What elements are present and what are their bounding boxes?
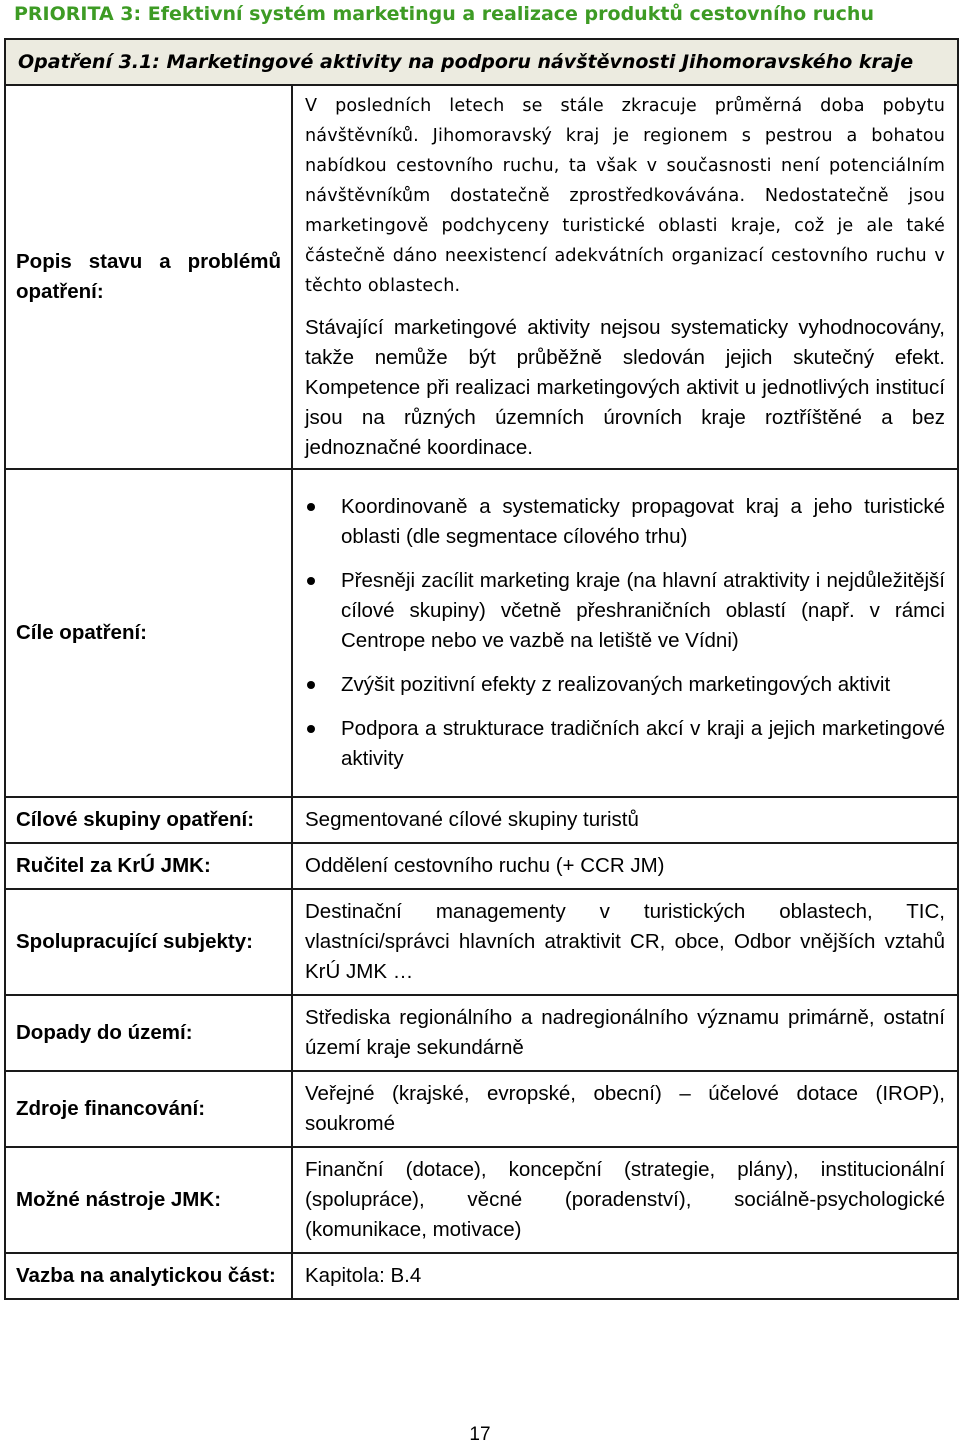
- tools-row: [5, 1147, 958, 1253]
- tools-text: Finanční (dotace), koncepční (strategie, plány), institucionální (spolupráce), věcné (poradenství), sociálně-psychologické (komunikace, motivace): [305, 1158, 945, 1241]
- measure-title-row: [5, 39, 958, 85]
- bullet-icon: [307, 681, 315, 689]
- tools-label: Možné nástroje JMK:: [5, 1147, 292, 1253]
- funding-value: [292, 1071, 958, 1147]
- goal-item: [305, 492, 945, 552]
- guarantor-value: Oddělení cestovního ruchu (+ CCR JM): [292, 843, 958, 889]
- funding-text: Veřejné (krajské, evropské, obecní) – účelové dotace (IROP), soukromé: [305, 1082, 945, 1135]
- analysis-link-row: [5, 1253, 958, 1299]
- partners-row: [5, 889, 958, 995]
- measure-table: [4, 38, 959, 1300]
- goal-text: Zvýšit pozitivní efekty z realizovaných marketingových aktivit: [341, 673, 891, 696]
- goals-list: [305, 492, 945, 774]
- impacts-row: [5, 995, 958, 1071]
- goals-row: [5, 469, 958, 797]
- bullet-icon: [307, 503, 315, 511]
- partners-label: Spolupracující subjekty:: [5, 889, 292, 995]
- funding-row: [5, 1071, 958, 1147]
- description-content: [292, 85, 958, 469]
- priority-heading: PRIORITA 3: Efektivní systém marketingu a realizace produktů cestovního ruchu: [14, 3, 874, 25]
- partners-text: Destinační managementy v turistických oblastech, TIC, vlastníci/správci hlavních atraktivit CR, obce, Odbor vnějších vztahů KrÚ JMK …: [305, 900, 945, 983]
- bullet-icon: [307, 725, 315, 733]
- description-paragraph-2: Stávající marketingové aktivity nejsou systematicky vyhodnocovány, takže nemůže být průběžně sledován jejich skutečný efekt. Kompetence při realizaci marketingových aktivit u jednotlivých institucí jsou na různých územních úrovních kraje roztříštěné a bez jednoznačné koordinace.: [305, 316, 945, 459]
- goals-content: [292, 469, 958, 797]
- impacts-value: [292, 995, 958, 1071]
- goal-item: [305, 566, 945, 656]
- target-groups-row: [5, 797, 958, 843]
- target-groups-label: Cílové skupiny opatření:: [5, 797, 292, 843]
- guarantor-row: [5, 843, 958, 889]
- description-label: Popis stavu a problémů opatření:: [5, 85, 292, 469]
- goal-text: Podpora a strukturace tradičních akcí v kraji a jejich marketingové aktivity: [341, 717, 945, 770]
- analysis-link-value: Kapitola: B.4: [292, 1253, 958, 1299]
- description-row: [5, 85, 958, 469]
- goal-text: Koordinovaně a systematicky propagovat kraj a jeho turistické oblasti (dle segmentace cílového trhu): [341, 495, 945, 548]
- goals-label: Cíle opatření:: [5, 469, 292, 797]
- guarantor-label: Ručitel za KrÚ JMK:: [5, 843, 292, 889]
- goal-item: [305, 670, 945, 700]
- page-number: 17: [469, 1424, 491, 1445]
- goal-text: Přesněji zacílit marketing kraje (na hlavní atraktivity i nejdůležitější cílové skupiny) včetně přeshraničních oblastí (např. v rámci Centrope nebo ve vazbě na letiště ve Vídni): [341, 569, 945, 652]
- tools-value: [292, 1147, 958, 1253]
- impacts-text: Střediska regionálního a nadregionálního významu primárně, ostatní území kraje sekundárně: [305, 1006, 945, 1059]
- analysis-link-label: Vazba na analytickou část:: [5, 1253, 292, 1299]
- impacts-label: Dopady do území:: [5, 995, 292, 1071]
- bullet-icon: [307, 577, 315, 585]
- funding-label: Zdroje financování:: [5, 1071, 292, 1147]
- measure-title: Opatření 3.1: Marketingové aktivity na podporu návštěvnosti Jihomoravského kraje: [5, 39, 958, 85]
- description-paragraph-1: V posledních letech se stále zkracuje průměrná doba pobytu návštěvníků. Jihomoravský kraj je regionem s pestrou a bohatou nabídkou cestovního ruchu, ta však v současnosti není potenciálním návštěvníkům dostatečně zprostředkovávána. Nedostatečně jsou marketingově podchyceny turistické oblasti kraje, což je ale také částečně dáno neexistencí adekvátních organizací cestovního ruchu v těchto oblastech.: [305, 96, 945, 296]
- partners-value: [292, 889, 958, 995]
- target-groups-value: Segmentované cílové skupiny turistů: [292, 797, 958, 843]
- goal-item: [305, 714, 945, 774]
